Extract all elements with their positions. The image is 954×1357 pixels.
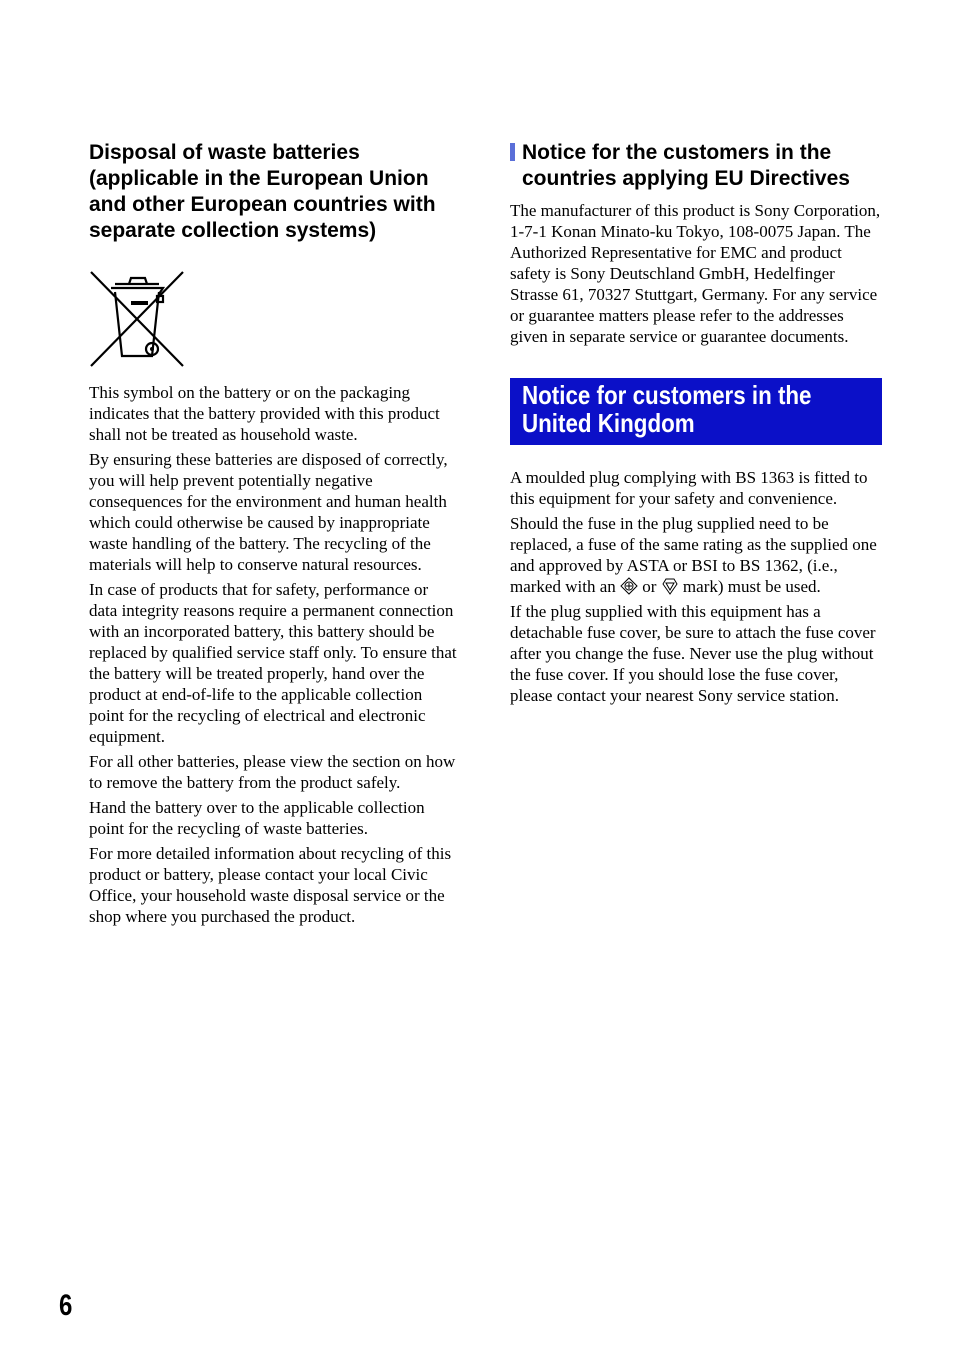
heading-line: Notice for the customers in the [522,141,832,164]
heading-line: countries applying EU Directives [522,167,850,190]
banner-line: United Kingdom [522,408,695,438]
text-span: or [638,577,661,596]
paragraph: For more detailed information about recycling of this product or battery, please contact your local Civic Office, your household waste disposal service or the shop where you purchased the product. [89,844,452,926]
uk-notice-banner [510,378,882,445]
eu-paragraph: The manufacturer of this product is Sony Corporation, 1-7-1 Konan Minato-ku Tokyo, 108-0075 Japan. The Authorized Representative for EMC and product safety is Sony Deutschland GmbH, Hedelfinger Strasse 61, 70327 Stuttgart, Germany. For any service or guarantee matters please refer to the addresses given in separate service or guarantee documents. [510,201,881,346]
heading-marker-bar [510,143,515,161]
left-column [89,140,457,931]
banner-line: Notice for customers in the [522,380,812,410]
right-column [510,140,882,710]
paragraph: For all other batteries, please view the section on how to remove the battery from the product safely. [89,752,456,792]
paragraph: In case of products that for safety, performance or data integrity reasons require a permanent connection with an incorporated battery, this battery should be replaced by qualified service staff only. To ensure that the battery will be treated properly, hand over the product at end-of-life to the applicable collection point for the recycling of electrical and electronic equipment. [89,580,457,746]
uk-notice-body [510,467,882,706]
paragraph: Hand the battery over to the applicable collection point for the recycling of waste batteries. [89,798,425,838]
heading-line: (applicable in the European Union [89,167,429,190]
crossed-out-wheelie-bin-icon [89,270,185,368]
bsi-kitemark-icon [661,577,679,595]
fuse-paragraph [510,513,882,597]
eu-heading-text [522,140,882,192]
paragraph: By ensuring these batteries are disposed of correctly, you will help prevent potentially negative consequences for the environment and human health which could otherwise be caused by inappropriate waste handling of the battery. The recycling of the materials will help to conserve natural resources. [89,450,448,574]
heading-line: and other European countries with [89,193,436,216]
paragraph: A moulded plug complying with BS 1363 is fitted to this equipment for your safety and convenience. [510,468,868,508]
text-span: Should the fuse in the plug supplied need to be replaced, a fuse of the same rating as the supplied one and approved by ASTA or BSI to BS 1362, (i.e., marked with an [510,514,877,596]
heading-line: separate collection systems) [89,219,377,242]
heading-line: Disposal of waste batteries [89,141,360,164]
page-number: 6 [59,1289,73,1322]
eu-directives-heading [510,140,882,192]
battery-disposal-heading [89,140,457,244]
text-span: mark) must be used. [678,577,821,596]
paragraph: This symbol on the battery or on the packaging indicates that the battery provided with this product shall not be treated as household waste. [89,383,440,444]
asta-mark-icon [620,577,638,595]
paragraph: If the plug supplied with this equipment has a detachable fuse cover, be sure to attach the fuse cover after you change the fuse. Never use the plug without the fuse cover. If you should lose the fuse cover, please contact your nearest Sony service station. [510,602,876,705]
